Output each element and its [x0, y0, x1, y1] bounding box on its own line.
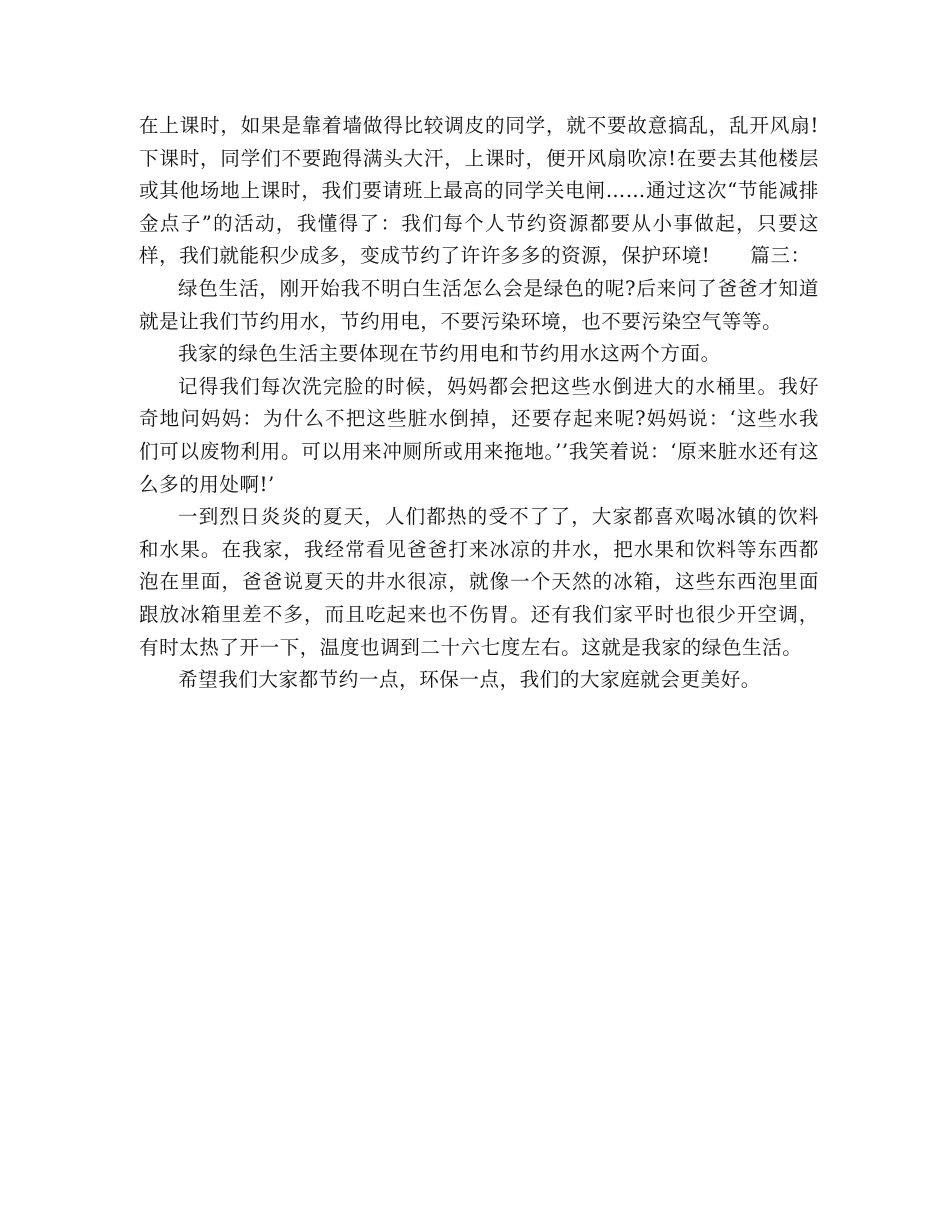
paragraph-1: 在上课时，如果是靠着墙做得比较调皮的同学，就不要故意搞乱，乱开风扇!下课时，同学们不要跑得满头大汗，上课时，便开风扇吹凉!在要去其他楼层或其他场地上课时，我们要请班上最高的同学关电闸……通过这次“节能减排金点子”的活动，我懂得了：我们每个人节约资源都要从小事做起，只要这样，我们就能积少成多，变成节约了许许多多的资源，保护环境! 篇三： — [139, 114, 819, 268]
paragraph-2: 绿色生活，刚开始我不明白生活怎么会是绿色的呢?后来问了爸爸才知道就是让我们节约用水，节约用电，不要污染环境，也不要污染空气等等。 — [139, 276, 819, 333]
paragraph-5: 一到烈日炎炎的夏天，人们都热的受不了了，大家都喜欢喝冰镇的饮料和水果。在我家，我经常看见爸爸打来冰凉的井水，把水果和饮料等东西都泡在里面，爸爸说夏天的井水很凉，就像一个天然的冰箱，这些东西泡里面跟放冰箱里差不多，而且吃起来也不伤胃。还有我们家平时也很少开空调，有时太热了开一下，温度也调到二十六七度左右。这就是我家的绿色生活。 — [139, 505, 819, 659]
paragraph-6: 希望我们大家都节约一点，环保一点，我们的大家庭就会更美好。 — [178, 668, 761, 692]
paragraph-4: 记得我们每次洗完脸的时候，妈妈都会把这些水倒进大的水桶里。我好奇地问妈妈：为什么不把这些脏水倒掉，还要存起来呢?妈妈说：‘这些水我们可以废物利用。可以用来冲厕所或用来拖地。’’我笑着说：‘原来脏水还有这么多的用处啊!’ — [139, 374, 819, 496]
paragraph-3: 我家的绿色生活主要体现在节约用电和节约用水这两个方面。 — [178, 342, 721, 366]
document-body — [139, 110, 819, 697]
